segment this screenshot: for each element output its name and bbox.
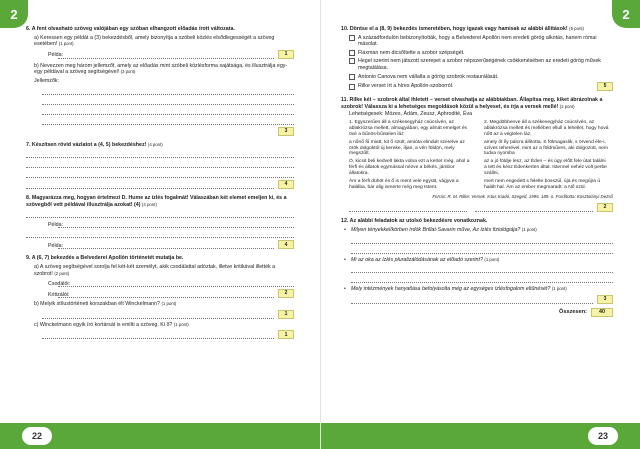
answer-label-8b: Példa: (48, 242, 64, 249)
score-box-9a: 2 (278, 289, 294, 298)
question-6a-text: a) Keressen egy példát a (3) bekezdésből, amely bizonyítja a szóbeli közlés elsődlegességét a szöveg esetében! (34, 34, 275, 48)
answer-line[interactable] (58, 220, 294, 228)
answer-line[interactable] (42, 117, 294, 125)
checkbox[interactable] (349, 74, 355, 80)
poem-stanza: az a jó földje lesz, az Éden – és úgy előtt fele útat találni a tett és kész Édenkerten által. Istennel nehéz volt perbe szállni, (484, 159, 607, 177)
question-7-points: (4 pont) (147, 141, 163, 147)
question-9a-points: (2 pont) (54, 270, 70, 276)
score-box-12: 3 (597, 295, 613, 304)
statement-row (341, 82, 613, 91)
answer-line[interactable] (42, 87, 294, 95)
checkbox[interactable] (349, 58, 355, 64)
score-box-6b: 3 (278, 127, 294, 136)
poem-stanza: 2. Megdöbbenve áll a székesegyház csúcsívén, az ablakrózsa mellett és mellében ellull a lehellet, hogy hová nőtt az a végtelen láz, (484, 119, 609, 137)
statement-row (341, 74, 613, 81)
question-6b (26, 63, 294, 76)
answer-line[interactable] (351, 236, 613, 244)
poem-2 (484, 120, 609, 193)
question-12b-points: (1 pont) (484, 256, 500, 262)
question-12c (341, 286, 613, 293)
answer-row-6a (26, 50, 294, 59)
checkbox[interactable] (349, 84, 355, 90)
chapter-tab-left: 2 (0, 0, 28, 28)
score-box-10: 5 (597, 82, 613, 91)
statement-text: Antonio Canova nem vállalta a görög szobrok restaurálását. (358, 73, 499, 80)
question-10 (341, 26, 613, 91)
poem-stanza: 1. Egyszerűen áll a székesegyház csúcsívén, az ablakrózsa mellett, almagyában, egy almát emelget és övé a bűnös-bűntelen láz (349, 119, 467, 137)
question-10-title: 10. Döntse el a (8, 9) bekezdés ismeretében, hogy igazak vagy hamisak az alábbi állítások! (341, 26, 568, 32)
question-11 (341, 97, 613, 211)
question-9a (26, 264, 294, 277)
question-10-points: (5 pont) (569, 26, 584, 31)
answer-line[interactable] (58, 279, 294, 287)
question-7 (26, 142, 294, 190)
source-note: Forrás: R. M. Rilke: Versek. Ictus Kiadó, Szeged, 1995. 189. o. Fordította: Kosztolányi Dezső (432, 193, 613, 199)
question-12c-text: Mely intézmények hanyatlása befolyásolta még az egységes ízlésfogalom eltűnését? (351, 286, 551, 293)
statement-text: Hegel szerint nem játszott szerepet a szobor népszerűségének csökkenésében az eredeti görög művek megtalálása. (358, 58, 601, 71)
statement-row (341, 58, 613, 71)
score-box-8: 4 (278, 240, 294, 249)
question-7-title: 7. Készítsen rövid vázlatot a (4, 5) bekezdéshez! (26, 141, 147, 148)
question-9c (26, 322, 294, 329)
answer-line[interactable] (26, 210, 294, 218)
poem-stanza: Ám a férfi dühöt és ő is ment vele együtt, vágyva a halálba, bár alig ismerte még meg Istent. (349, 179, 459, 190)
answer-line[interactable] (42, 97, 294, 105)
answer-line[interactable] (42, 331, 274, 339)
answer-line[interactable] (475, 204, 593, 212)
question-12c-points: (1 pont) (551, 286, 567, 292)
answer-line[interactable] (58, 290, 274, 298)
answer-line[interactable] (26, 150, 294, 158)
question-9c-text: c) Winckelmann egyik író kortársát is említi a szöveg. Ki ő? (34, 321, 173, 328)
score-box-7: 4 (278, 180, 294, 189)
score-box-9c: 1 (278, 330, 294, 339)
score-box-9b: 1 (278, 310, 294, 319)
question-6a (26, 35, 294, 48)
question-8 (26, 195, 294, 249)
answer-label-6b: Jellemzők: (34, 77, 60, 84)
answer-label-6a: Példa: (48, 52, 64, 59)
question-8-title: 8. Magyarázza meg, hogyan értelmezi D. Hume az ízlés fogalmát! Válaszában két elemet emeljen ki, és a szövegből vett példával illusztrálja azokat! (4) (26, 195, 287, 208)
question-6a-points: (1 pont) (58, 41, 74, 47)
poem-stanza: Ó, kicsit beli kedvelt lakta volna ezt a kertet még, ahol a férfi és állatok egymással nézve a békés, jámbor állatokra. (349, 159, 470, 177)
answer-line[interactable] (351, 265, 613, 273)
poem-1 (349, 120, 474, 193)
answer-line[interactable] (351, 275, 613, 283)
question-12-title: 12. Az alábbi feladatok az utolsó bekezdésre vonatkoznak. (341, 217, 488, 224)
answer-label-9a1: Csodálói: (48, 280, 71, 287)
question-11-points: (2 pont) (559, 103, 575, 109)
statement-text: Flaxman nem dicsőítette a szobor szépségét. (358, 49, 465, 56)
question-12a (341, 227, 613, 234)
question-9a-text: a) A szöveg segítségével sorolja fel két-két személyt, akik csodálattal adóztak, illetve kritikával illették a szobrot! (34, 263, 276, 277)
answer-line[interactable] (26, 181, 274, 189)
question-12b-text: Mi az oka az ízlés pluralizálódásának az előadó szerint? (351, 256, 483, 263)
checkbox[interactable] (349, 50, 355, 56)
question-6-title: 6. A fent olvasható szöveg valójában egy szóban elhangzott előadás írott változata. (26, 26, 235, 32)
total-score-box: 40 (591, 308, 613, 317)
answer-line[interactable] (58, 241, 274, 249)
question-12a-text: Milyen tényekkel/körben írdók Brillat-Savarin műve, Az ízlés fiziológiája? (351, 227, 521, 234)
answer-label-9a2: Kritizálói: (48, 291, 70, 298)
question-9b (26, 301, 294, 308)
question-9c-points: (1 pont) (173, 321, 189, 327)
statement-row (341, 35, 613, 48)
question-9b-text: b) Melyik stílustörténeti korszakban élt Winckelmann? (34, 301, 160, 308)
poem-stanza: amely őt íly pálcra állította. S fölmagaslik, s örvend éle-i, szíves teherével, mint az a földműves, aki dolgozott, nem tudva nyomba (484, 139, 608, 157)
answer-line[interactable] (26, 230, 294, 238)
question-9-title: 9. A (6, 7) bekezdés a Belvederei Apollón történetét mutatja be. (26, 255, 184, 262)
question-9b-points: (1 pont) (161, 301, 177, 307)
answer-options: Lehetségesek: Mózes, Ádám, Zeusz, Aphrodité, Éva (349, 111, 473, 118)
total-label: Összesen: (559, 309, 587, 316)
answer-line[interactable] (351, 246, 613, 254)
question-11-title: 11. Rilke két – szobrok által ihletett – verset olvashatja az alábbiakban. Állapítsa meg, kiket ábrázolnak a szobrok! Válassza ki a lehetséges megoldások közül a helyeset, és írja a versek mellé! (341, 97, 603, 110)
answer-line[interactable] (351, 296, 593, 304)
answer-line[interactable] (349, 204, 467, 212)
poems (341, 120, 613, 193)
answer-line[interactable] (26, 170, 294, 178)
answer-line[interactable] (58, 51, 274, 59)
right-content (341, 26, 613, 323)
chapter-tab-right: 2 (612, 0, 640, 28)
answer-label-8a: Példa: (48, 221, 64, 228)
checkbox[interactable] (349, 35, 355, 41)
page-number-right: 23 (588, 427, 618, 445)
question-6b-text: b) Nevezzen meg három jellemzőt, amely az előadás mint szóbeli közlésforma sajátsága, és illusztrálja egy-egy példával a szöveg segítségével! (34, 62, 288, 76)
statement-text: A századfordulón bebizonyították, hogy a Belvederei Apollón nem eredeti görög alkotás, hanem római másolat. (358, 34, 597, 48)
question-12b (341, 257, 613, 264)
total-row (341, 308, 613, 317)
score-box-6a: 1 (278, 50, 294, 59)
right-page (320, 0, 640, 449)
question-6 (26, 26, 294, 136)
left-content (26, 26, 294, 345)
question-12a-points: (1 pont) (521, 227, 537, 233)
poem-stanza: a nőnő fű miatt, kit ő szült, amióta elindult szerelve az örök dolgoktól új kereke, íljan, a vén földön, mely megszűlt. (349, 139, 465, 157)
question-9 (26, 255, 294, 339)
question-6b-points: (3 pont) (120, 69, 136, 75)
answer-line[interactable] (26, 160, 294, 168)
poem-stanza: mert nem engedett s felelte bosszúl, úja és megújra ú halált hal. Ám az ember megmaradt: a Nő szül. (484, 179, 601, 190)
question-12 (341, 218, 613, 317)
statement-text: Rilke verset írt a híres Apollón-szoborról. (358, 83, 454, 90)
question-8-points: (4 pont) (142, 201, 157, 207)
answer-line[interactable] (42, 311, 274, 319)
statement-row (341, 50, 613, 57)
answer-line[interactable] (42, 107, 294, 115)
page-number-left: 22 (22, 427, 52, 445)
score-box-11: 2 (597, 203, 613, 212)
